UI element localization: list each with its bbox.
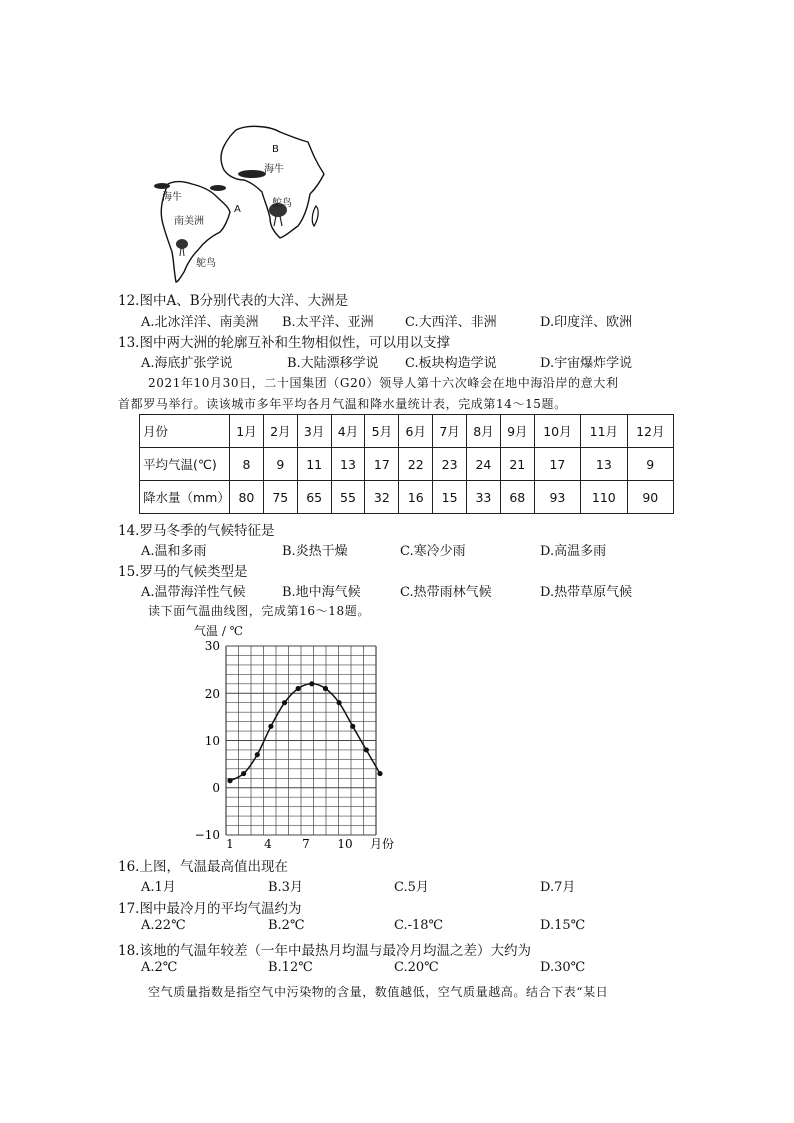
month-cell: 12月	[627, 415, 673, 448]
month-cell: 7月	[433, 415, 467, 448]
q15-stem: 15.罗马的气候类型是	[118, 564, 248, 580]
q14-option-b: B.炎热干燥	[282, 544, 348, 559]
month-cell: 9月	[500, 415, 534, 448]
precipitation-cell: 65	[297, 481, 331, 514]
map-label-south-america: 南美洲	[174, 216, 204, 227]
chart-y-tick-minus10: −10	[194, 828, 220, 842]
temperature-cell: 13	[581, 448, 627, 481]
q15-option-a: A.温带海洋性气候	[141, 585, 246, 600]
precipitation-cell: 15	[433, 481, 467, 514]
q12-option-d: D.印度洋、欧洲	[540, 315, 633, 330]
chart-y-tick-30: 30	[204, 639, 220, 653]
q14-stem: 14.罗马冬季的气候特征是	[118, 523, 275, 539]
q17-option-c: C.-18℃	[394, 918, 444, 933]
month-cell: 1月	[230, 415, 264, 448]
map-label-a: A	[234, 204, 241, 215]
data-point-month-6	[296, 686, 301, 691]
data-point-month-5	[282, 700, 287, 705]
data-point-month-7	[309, 681, 314, 686]
data-point-month-8	[323, 686, 328, 691]
q13-option-b: B.大陆漂移学说	[287, 356, 379, 371]
chart-y-tick-20: 20	[204, 687, 220, 701]
temperature-cell: 17	[534, 448, 580, 481]
chart-y-tick-0: 0	[212, 781, 220, 795]
precipitation-cell: 90	[627, 481, 673, 514]
data-point-month-2	[241, 771, 246, 776]
air-quality-intro: 空气质量指数是指空气中污染物的含量，数值越低，空气质量越高。结合下表“某日	[148, 985, 609, 999]
rome-intro-line2: 首都罗马举行。读该城市多年平均各月气温和降水量统计表，完成第14～15题。	[118, 397, 567, 411]
precipitation-cell: 110	[581, 481, 627, 514]
precipitation-cell: 16	[399, 481, 433, 514]
table-header-label: 月份	[140, 415, 230, 448]
data-point-month-9	[336, 700, 341, 705]
q13-option-a: A.海底扩张学说	[141, 356, 233, 371]
month-cell: 4月	[331, 415, 365, 448]
temperature-curve	[230, 684, 380, 781]
chart-y-tick-10: 10	[204, 734, 220, 748]
temperature-cell: 9	[263, 448, 297, 481]
q16-option-a: A.1月	[141, 880, 176, 895]
map-svg	[140, 122, 330, 284]
q14-option-d: D.高温多雨	[540, 544, 607, 559]
madagascar-outline	[312, 206, 318, 226]
table-row-months	[140, 415, 674, 448]
q18-stem: 18.该地的气温年较差（一年中最热月均温与最冷月均温之差）大约为	[118, 943, 531, 959]
chart-x-axis-label: 月份	[370, 837, 395, 851]
precipitation-cell: 93	[534, 481, 580, 514]
month-cell: 3月	[297, 415, 331, 448]
q16-stem: 16.上图，气温最高值出现在	[118, 859, 288, 875]
rome-climate-table	[139, 414, 674, 514]
temperature-cell: 13	[331, 448, 365, 481]
month-cell: 5月	[365, 415, 399, 448]
manatee-icon	[210, 185, 226, 191]
chart-x-tick-1: 1	[226, 837, 234, 851]
ostrich-icon	[176, 239, 188, 249]
precipitation-cell: 55	[331, 481, 365, 514]
temperature-cell: 8	[230, 448, 264, 481]
table-row-precipitation	[140, 481, 674, 514]
continents-map	[140, 122, 330, 284]
temperature-cell: 23	[433, 448, 467, 481]
data-point-month-12	[377, 771, 382, 776]
month-cell: 11月	[581, 415, 627, 448]
rome-intro-line1: 2021年10月30日，二十国集团（G20）领导人第十六次峰会在地中海沿岸的意大利	[148, 376, 619, 390]
data-point-month-4	[268, 724, 273, 729]
temperature-cell: 21	[500, 448, 534, 481]
q16-option-b: B.3月	[268, 880, 303, 895]
q14-option-c: C.寒冷少雨	[400, 544, 466, 559]
map-label-manatee-sa: 海牛	[162, 192, 182, 203]
q16-option-d: D.7月	[540, 880, 576, 895]
q15-option-c: C.热带雨林气候	[400, 585, 492, 600]
temperature-cell: 9	[627, 448, 673, 481]
q12-stem: 12.图中A、B分别代表的大洋、大洲是	[118, 293, 349, 309]
q18-option-d: D.30℃	[540, 960, 586, 975]
q15-option-d: D.热带草原气候	[540, 585, 633, 600]
q16-option-c: C.5月	[394, 880, 429, 895]
q15-option-b: B.地中海气候	[282, 585, 361, 600]
q17-stem: 17.图中最冷月的平均气温约为	[118, 901, 302, 917]
q12-option-a: A.北冰洋洋、南美洲	[141, 315, 259, 330]
map-label-ostrich-africa: 鸵鸟	[272, 198, 292, 209]
map-label-b: B	[272, 144, 279, 155]
q12-option-c: C.大西洋、非洲	[405, 315, 497, 330]
month-cell: 6月	[399, 415, 433, 448]
q13-option-d: D.宇宙爆炸学说	[540, 356, 633, 371]
temperature-cell: 24	[467, 448, 501, 481]
chart-intro: 读下面气温曲线图，完成第16～18题。	[148, 604, 370, 618]
precipitation-cell: 75	[263, 481, 297, 514]
chart-grid	[226, 646, 376, 835]
month-cell: 10月	[534, 415, 580, 448]
map-label-ostrich-sa: 鸵鸟	[196, 258, 216, 269]
q17-option-a: A.22℃	[141, 918, 186, 933]
temperature-chart	[190, 620, 420, 852]
data-point-month-11	[364, 747, 369, 752]
q12-option-b: B.太平洋、亚洲	[282, 315, 374, 330]
precipitation-cell: 33	[467, 481, 501, 514]
table-row-temperature	[140, 448, 674, 481]
q18-option-b: B.12℃	[268, 960, 313, 975]
map-label-manatee-africa: 海牛	[264, 164, 284, 175]
data-point-month-1	[227, 778, 232, 783]
q17-option-d: D.15℃	[540, 918, 586, 933]
chart-x-tick-10: 10	[337, 837, 353, 851]
data-point-month-10	[350, 724, 355, 729]
chart-x-tick-7: 7	[302, 837, 310, 851]
month-cell: 8月	[467, 415, 501, 448]
q13-option-c: C.板块构造学说	[405, 356, 497, 371]
month-cell: 2月	[263, 415, 297, 448]
temperature-cell: 22	[399, 448, 433, 481]
data-point-month-3	[255, 752, 260, 757]
precipitation-label: 降水量（mm）	[140, 481, 230, 514]
q13-stem: 13.图中两大洲的轮廓互补和生物相似性，可以用以支撑	[118, 335, 450, 351]
precipitation-cell: 68	[500, 481, 534, 514]
temperature-cell: 11	[297, 448, 331, 481]
q17-option-b: B.2℃	[268, 918, 305, 933]
q18-option-c: C.20℃	[394, 960, 439, 975]
precipitation-cell: 32	[365, 481, 399, 514]
chart-x-tick-4: 4	[264, 837, 272, 851]
q14-option-a: A.温和多雨	[141, 544, 207, 559]
manatee-icon	[238, 170, 266, 178]
chart-y-axis-label: 气温 / ℃	[194, 624, 244, 638]
precipitation-cell: 80	[230, 481, 264, 514]
temperature-label: 平均气温(℃)	[140, 448, 230, 481]
temperature-cell: 17	[365, 448, 399, 481]
q18-option-a: A.2℃	[141, 960, 178, 975]
